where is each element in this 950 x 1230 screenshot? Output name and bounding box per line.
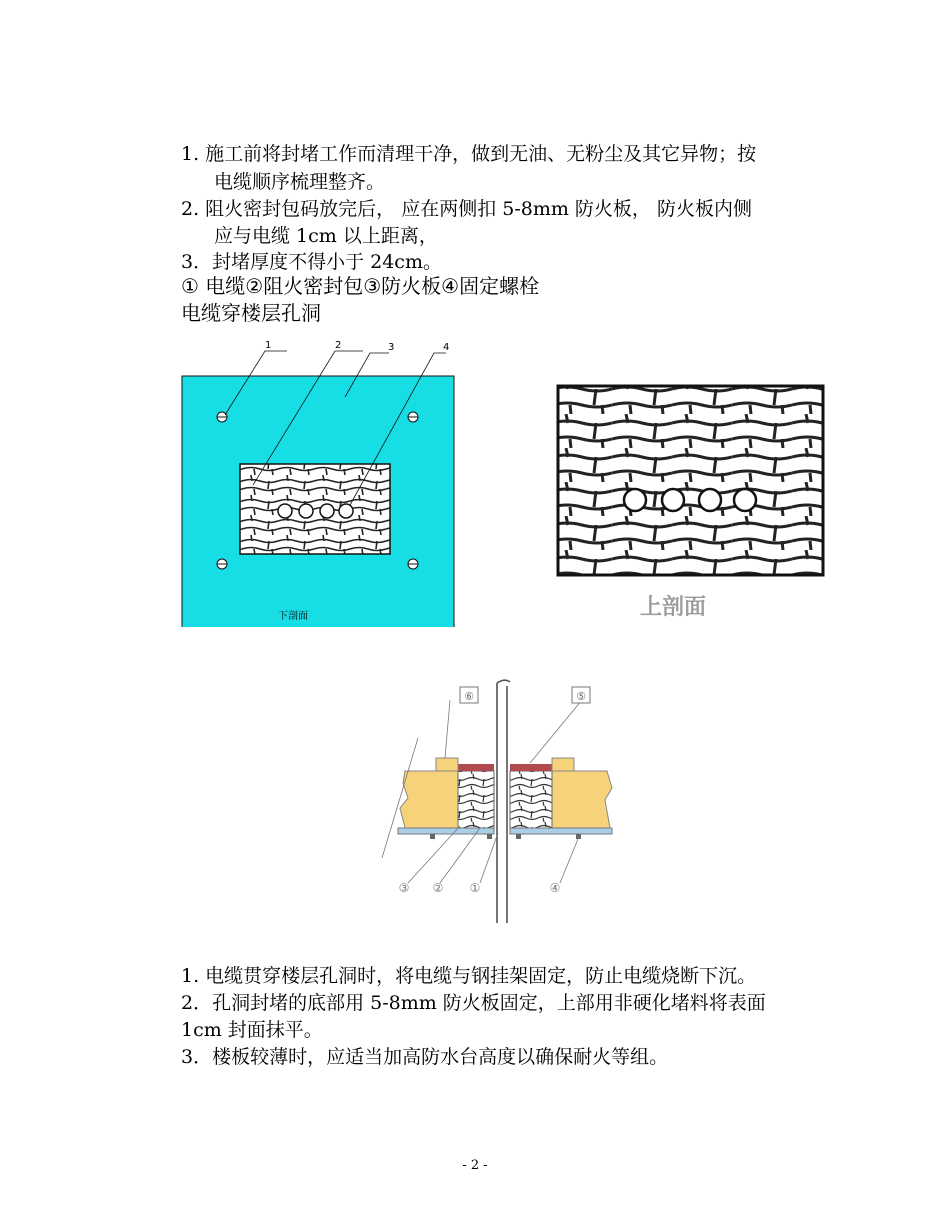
figure-lower-section	[170, 335, 470, 627]
stone-section	[558, 386, 823, 575]
callout-2: 2	[335, 340, 342, 351]
cable-circle	[662, 489, 684, 511]
bolt-icon	[408, 559, 418, 569]
legend-text: ① 电缆②阻火密封包③防火板④固定螺栓	[181, 274, 540, 298]
bottom-note-3: 3．楼板较薄时，应适当加高防水台高度以确保耐火等组。	[181, 1046, 669, 1068]
cable-circle	[699, 489, 721, 511]
sealing-bag-left	[458, 771, 494, 828]
bolt-icon	[217, 559, 227, 569]
floor-slab-left	[400, 771, 458, 828]
note-2-line-2: 应与电缆 1cm 以上距离，	[214, 225, 438, 247]
cable-circle	[624, 489, 646, 511]
callout-4: 4	[443, 342, 450, 353]
bolt-icon	[408, 412, 418, 422]
figure-2-caption: 上剖面	[640, 595, 707, 620]
callout-3: 3	[388, 342, 395, 353]
note-2-line-1: 2. 阻火密封包码放完后， 应在两侧扣 5-8mm 防火板， 防火板内侧	[181, 198, 752, 220]
waterproof-block-left	[436, 758, 458, 771]
bottom-note-2-line-2: 1cm 封面抹平。	[181, 1019, 323, 1041]
figure-floor-penetration	[370, 678, 620, 928]
sealing-bag-right	[510, 771, 552, 828]
figure-1-caption: 下剖面	[278, 611, 308, 622]
bottom-note-1: 1. 电缆贯穿楼层孔洞时，将电缆与钢挂架固定，防止电缆烧断下沉。	[181, 965, 757, 987]
cable-circle	[734, 489, 756, 511]
note-3: 3．封堵厚度不得小于 24cm。	[181, 251, 442, 273]
callout-4: ④	[549, 881, 561, 895]
floor-slab-right	[552, 771, 612, 828]
section-heading: 电缆穿楼层孔洞	[181, 301, 321, 325]
cable	[497, 680, 510, 923]
note-1-line-2: 电缆顺序梳理整齐。	[214, 171, 386, 193]
callout-2: ②	[432, 881, 444, 895]
cable-circle	[278, 504, 292, 518]
sealing-bag-area	[240, 464, 390, 554]
figure-upper-section	[552, 380, 832, 630]
bottom-note-2-line-1: 2．孔洞封堵的底部用 5-8mm 防火板固定，上部用非硬化堵料将表面	[181, 992, 766, 1014]
cable-circle	[320, 504, 334, 518]
top-seal-left	[458, 764, 494, 771]
waterproof-block-right	[552, 758, 574, 771]
callout-3: ③	[398, 881, 410, 895]
cable-circle	[299, 504, 313, 518]
fire-board-right	[510, 828, 612, 834]
page-number: - 2 -	[462, 1158, 488, 1173]
callout-1: 1	[265, 340, 272, 351]
cable-circle	[339, 504, 353, 518]
callout-1: ①	[469, 881, 481, 895]
callout-6: ⑥	[464, 690, 474, 703]
top-seal-right	[510, 764, 552, 771]
callout-5: ⑤	[576, 690, 586, 703]
note-1-line-1: 1. 施工前将封堵工作而清理干净，做到无油、无粉尘及其它异物；按	[181, 143, 757, 165]
